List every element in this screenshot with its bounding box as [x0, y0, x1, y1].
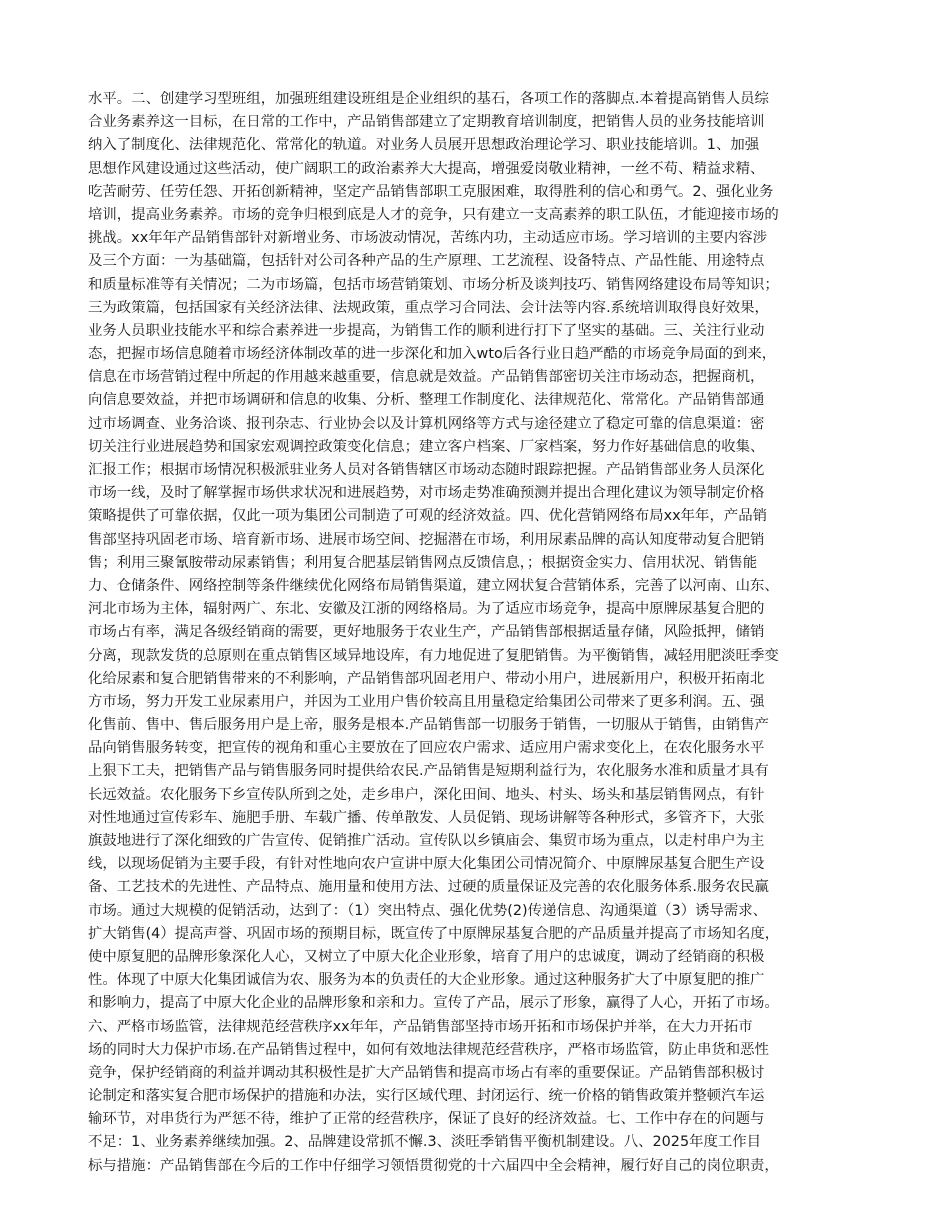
text-line: 市场一线，及时了解掌握市场供求状况和进展趋势，对市场走势准确预测并提出合理化建议为领导制定价格: [88, 485, 765, 502]
text-line: 售部坚持巩固老市场、培育新市场、进展市场空间、挖掘潜在市场，利用尿素品牌的高认知度带动复合肥销: [88, 531, 765, 548]
text-line: 策略提供了可靠依据，仅此一项为集团公司制造了可观的经济效益。四、优化营销网络布局xx年年，产品销: [88, 508, 768, 525]
text-line: 过市场调查、业务洽谈、报刊杂志、行业协会以及计算机网络等方式与途径建立了稳定可靠的信息渠道：密: [88, 415, 765, 432]
text-line: 场的同时大力保护市场.在产品销售过程中，如何有效地法律规范经营秩序，严格市场监管，防止串货和恶性: [88, 1041, 769, 1058]
text-line: 竞争，保护经销商的利益并调动其积极性是扩大产品销售和提高市场占有率的重要保证。产品销售部积极讨: [88, 1064, 765, 1081]
text-line: 水平。二、创建学习型班组，加强班组建设班组是企业组织的基石，各项工作的落脚点.本着提高销售人员综: [88, 91, 769, 107]
text-line: 和影响力，提高了中原大化企业的品牌形象和亲和力。宣传了产品，展示了形象，赢得了人心，开拓了市场。: [88, 995, 779, 1012]
text-line: 合业务素养这一目标，在日常的工作中，产品销售部建立了定期教育培训制度，把销售人员的业务技能培训: [88, 114, 765, 131]
text-line: 论制定和落实复合肥市场保护的措施和办法，实行区域代理、封闭运行、统一价格的销售政策并整顿汽车运: [88, 1088, 765, 1105]
text-line: 扩大销售(4）提高声誉、巩固市场的预期目标，既宣传了中原牌尿基复合肥的产品质量并提高了市场知名度，: [88, 925, 780, 942]
body-text: [88, 88, 868, 1178]
text-line: 纳入了制度化、法律规范化、常常化的轨道。对业务人员展开思想政治理论学习、职业技能培训。1、加强: [88, 137, 760, 154]
text-line: 性。体现了中原大化集团诚信为农、服务为本的负责任的大企业形象。通过这种服务扩大了中原复肥的推广: [88, 972, 765, 989]
text-line: 力、仓储条件、网络控制等条件继续优化网络布局销售渠道，建立网状复合营销体系，完善了以河南、山东、: [88, 577, 779, 594]
text-line: 长远效益。农化服务下乡宣传队所到之处，走乡串户，深化田间、地头、村头、场头和基层销售网点，有针: [88, 786, 765, 803]
text-line: 六、严格市场监管，法律规范经营秩序xx年年，产品销售部坚持市场开拓和市场保护并举，在大力开拓市: [88, 1018, 753, 1035]
text-line: 化售前、售中、售后服务用户是上帝，服务是根本.产品销售部一切服务于销售，一切服从于销售，由销售产: [88, 717, 769, 734]
text-line: 对性地通过宣传彩车、施肥手册、车载广播、传单散发、人员促销、现场讲解等各种形式，多管齐下，大张: [88, 809, 765, 826]
text-line: 态，把握市场信息随着市场经济体制改革的进一步深化和加入wto后各行业日趋严酷的市场竞争局面的到来，: [88, 346, 777, 363]
text-line: 和质量标准等有关情况；二为市场篇，包括市场营销策划、市场分析及谈判技巧、销售网络建设布局等知识；: [88, 276, 779, 293]
text-line: 三为政策篇，包括国家有关经济法律、法规政策，重点学习合同法、会计法等内容.系统培训取得良好效果，: [88, 299, 769, 316]
text-line: 上狠下工夫，把销售产品与销售服务同时提供给农民.产品销售是短期利益行为，农化服务水准和质量才具有: [88, 763, 769, 780]
text-line: 切关注行业进展趋势和国家宏观调控政策变化信息；建立客户档案、厂家档案，努力作好基础信息的收集、: [88, 438, 765, 455]
text-line: 市场占有率，满足各级经销商的需要，更好地服务于农业生产，产品销售部根据适量存储，风险抵押，储销: [88, 624, 765, 641]
text-line: 思想作风建设通过这些活动，使广阔职工的政治素养大大提高，增强爱岗敬业精神，一丝不苟、精益求精、: [88, 160, 765, 177]
text-line: 使中原复肥的品牌形象深化人心，又树立了中原大化企业形象，培育了用户的忠诚度，调动了经销商的积极: [88, 948, 765, 965]
text-line: 业务人员职业技能水平和综合素养进一步提高，为销售工作的顺利进行打下了坚实的基础。三、关注行业动: [88, 322, 765, 339]
text-line: 分离，现款发货的总原则在重点销售区域异地设库，有力地促进了复肥销售。为平衡销售，减轻用肥淡旺季变: [88, 647, 779, 664]
text-line: 售；利用三聚氰胺带动尿素销售；利用复合肥基层销售网点反馈信息，；根据资金实力、信用状况、销售能: [88, 554, 758, 571]
text-line: 培训，提高业务素养。市场的竞争归根到底是人才的竞争，只有建立一支高素养的职工队伍，才能迎接市场的: [88, 206, 779, 223]
text-line: 不足：1、业务素养继续加强。2、品牌建设常抓不懈.3、淡旺季销售平衡机制建设。八、2025年度工作目: [88, 1134, 762, 1151]
text-line: 汇报工作；根据市场情况积极派驻业务人员对各销售辖区市场动态随时跟踪把握。产品销售部业务人员深化: [88, 462, 765, 478]
text-line: 品向销售服务转变，把宣传的视角和重心主要放在了回应农户需求、适应用户需求变化上，在农化服务水平: [88, 740, 765, 757]
text-line: 市场。通过大规模的促销活动，达到了：（1）突出特点、强化优势(2)传递信息、沟通渠道（3）诱导需求、: [88, 902, 768, 919]
text-line: 信息在市场营销过程中所起的作用越来越重要，信息就是效益。产品销售部密切关注市场动态，把握商机，: [88, 369, 765, 386]
text-line: 河北市场为主体，辐射两广、东北、安徽及江浙的网络格局。为了适应市场竞争，提高中原牌尿基复合肥的: [88, 601, 765, 618]
text-line: 旗鼓地进行了深化细致的广告宣传、促销推广活动。宣传队以乡镇庙会、集贸市场为重点，以走村串户为主: [88, 833, 765, 849]
text-line: 挑战。xx年年产品销售部针对新增业务、市场波动情况，苦练内功，主动适应市场。学习培训的主要内容涉: [88, 230, 768, 247]
text-line: 线，以现场促销为主要手段，有针对性地向农户宣讲中原大化集团公司情况简介、中原牌尿基复合肥生产设: [88, 856, 765, 873]
text-line: 输环节，对串货行为严惩不待，维护了正常的经营秩序，保证了良好的经济效益。七、工作中存在的问题与: [88, 1111, 765, 1128]
text-line: 吃苦耐劳、任劳任怨、开拓创新精神，坚定产品销售部职工克服困难，取得胜利的信心和勇气。2、强化业务: [88, 183, 774, 200]
text-line: 及三个方面：一为基础篇，包括针对公司各种产品的生产原理、工艺流程、设备特点、产品性能、用途特点: [88, 253, 765, 270]
text-line: 化给尿素和复合肥销售带来的不利影响，产品销售部巩固老用户、带动小用户，进展新用户，积极开拓南北: [88, 670, 765, 687]
text-line: 备、工艺技术的先进性、产品特点、施用量和使用方法、过硬的质量保证及完善的农化服务体系.服务农民赢: [88, 879, 769, 896]
text-line: 标与措施：产品销售部在今后的工作中仔细学习领悟贯彻党的十六届四中全会精神，履行好自己的岗位职责，: [88, 1157, 779, 1174]
text-line: 向信息要效益，并把市场调研和信息的收集、分析、整理工作制度化、法律规范化、常常化。产品销售部通: [88, 392, 765, 409]
text-line: 方市场，努力开发工业尿素用户，并因为工业用户售价较高且用量稳定给集团公司带来了更多利润。五、强: [88, 693, 765, 710]
